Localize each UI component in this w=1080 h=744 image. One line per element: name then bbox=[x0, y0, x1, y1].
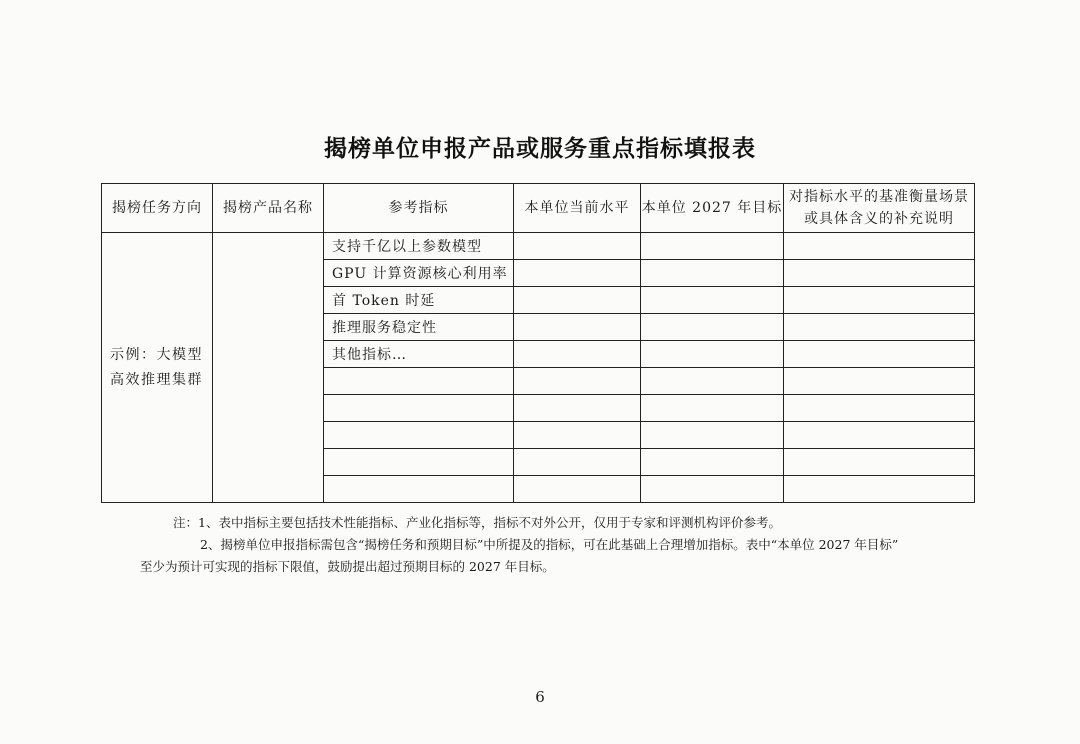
current-level-cell bbox=[514, 476, 641, 503]
current-level-cell bbox=[514, 314, 641, 341]
target-cell bbox=[641, 368, 784, 395]
metric-cell: 其他指标… bbox=[324, 341, 514, 368]
target-cell bbox=[641, 449, 784, 476]
target-cell bbox=[641, 287, 784, 314]
target-cell bbox=[641, 341, 784, 368]
note-cell bbox=[784, 476, 975, 503]
target-cell bbox=[641, 233, 784, 260]
note-cell bbox=[784, 422, 975, 449]
table-row bbox=[102, 233, 975, 260]
metric-cell bbox=[324, 395, 514, 422]
note-cell bbox=[784, 287, 975, 314]
current-level-cell bbox=[514, 260, 641, 287]
metric-cell: 支持千亿以上参数模型 bbox=[324, 233, 514, 260]
product-name-cell bbox=[213, 233, 324, 503]
page-number: 6 bbox=[535, 688, 545, 706]
table-notes bbox=[140, 512, 990, 578]
target-cell bbox=[641, 395, 784, 422]
current-level-cell bbox=[514, 395, 641, 422]
indicator-form-table bbox=[101, 183, 975, 503]
note-cell bbox=[784, 341, 975, 368]
metric-cell bbox=[324, 368, 514, 395]
header-reference-metric: 参考指标 bbox=[324, 184, 514, 233]
metric-cell bbox=[324, 422, 514, 449]
task-direction-cell: 示例：大模型高效推理集群 bbox=[102, 233, 213, 503]
metric-cell bbox=[324, 449, 514, 476]
target-cell bbox=[641, 422, 784, 449]
note-cell bbox=[784, 233, 975, 260]
header-task-direction: 揭榜任务方向 bbox=[102, 184, 213, 233]
note-1: 注：1、表中指标主要包括技术性能指标、产业化指标等，指标不对外公开，仅用于专家和评测机构评价参考。 bbox=[173, 515, 781, 530]
target-cell bbox=[641, 476, 784, 503]
metric-cell: 首 Token 时延 bbox=[324, 287, 514, 314]
header-product-name: 揭榜产品名称 bbox=[213, 184, 324, 233]
header-current-level: 本单位当前水平 bbox=[514, 184, 641, 233]
table-header-row bbox=[102, 184, 975, 233]
page-title: 揭榜单位申报产品或服务重点指标填报表 bbox=[324, 136, 756, 162]
metric-cell bbox=[324, 476, 514, 503]
current-level-cell bbox=[514, 287, 641, 314]
note-cell bbox=[784, 314, 975, 341]
current-level-cell bbox=[514, 422, 641, 449]
target-cell bbox=[641, 260, 784, 287]
metric-cell: 推理服务稳定性 bbox=[324, 314, 514, 341]
metric-cell: GPU 计算资源核心利用率 bbox=[324, 260, 514, 287]
current-level-cell bbox=[514, 341, 641, 368]
header-2027-target: 本单位 2027 年目标 bbox=[641, 184, 784, 233]
header-supplementary-note: 对指标水平的基准衡量场景或具体含义的补充说明 bbox=[784, 184, 975, 233]
current-level-cell bbox=[514, 449, 641, 476]
current-level-cell bbox=[514, 368, 641, 395]
note-2: 2、揭榜单位申报指标需包含“揭榜任务和预期目标”中所提及的指标，可在此基础上合理增加指标。表中“本单位 2027 年目标” bbox=[200, 537, 899, 552]
note-cell bbox=[784, 368, 975, 395]
note-cell bbox=[784, 260, 975, 287]
target-cell bbox=[641, 314, 784, 341]
note-2-continued: 至少为预计可实现的指标下限值，鼓励提出超过预期目标的 2027 年目标。 bbox=[140, 559, 555, 574]
current-level-cell bbox=[514, 233, 641, 260]
note-cell bbox=[784, 395, 975, 422]
note-cell bbox=[784, 449, 975, 476]
